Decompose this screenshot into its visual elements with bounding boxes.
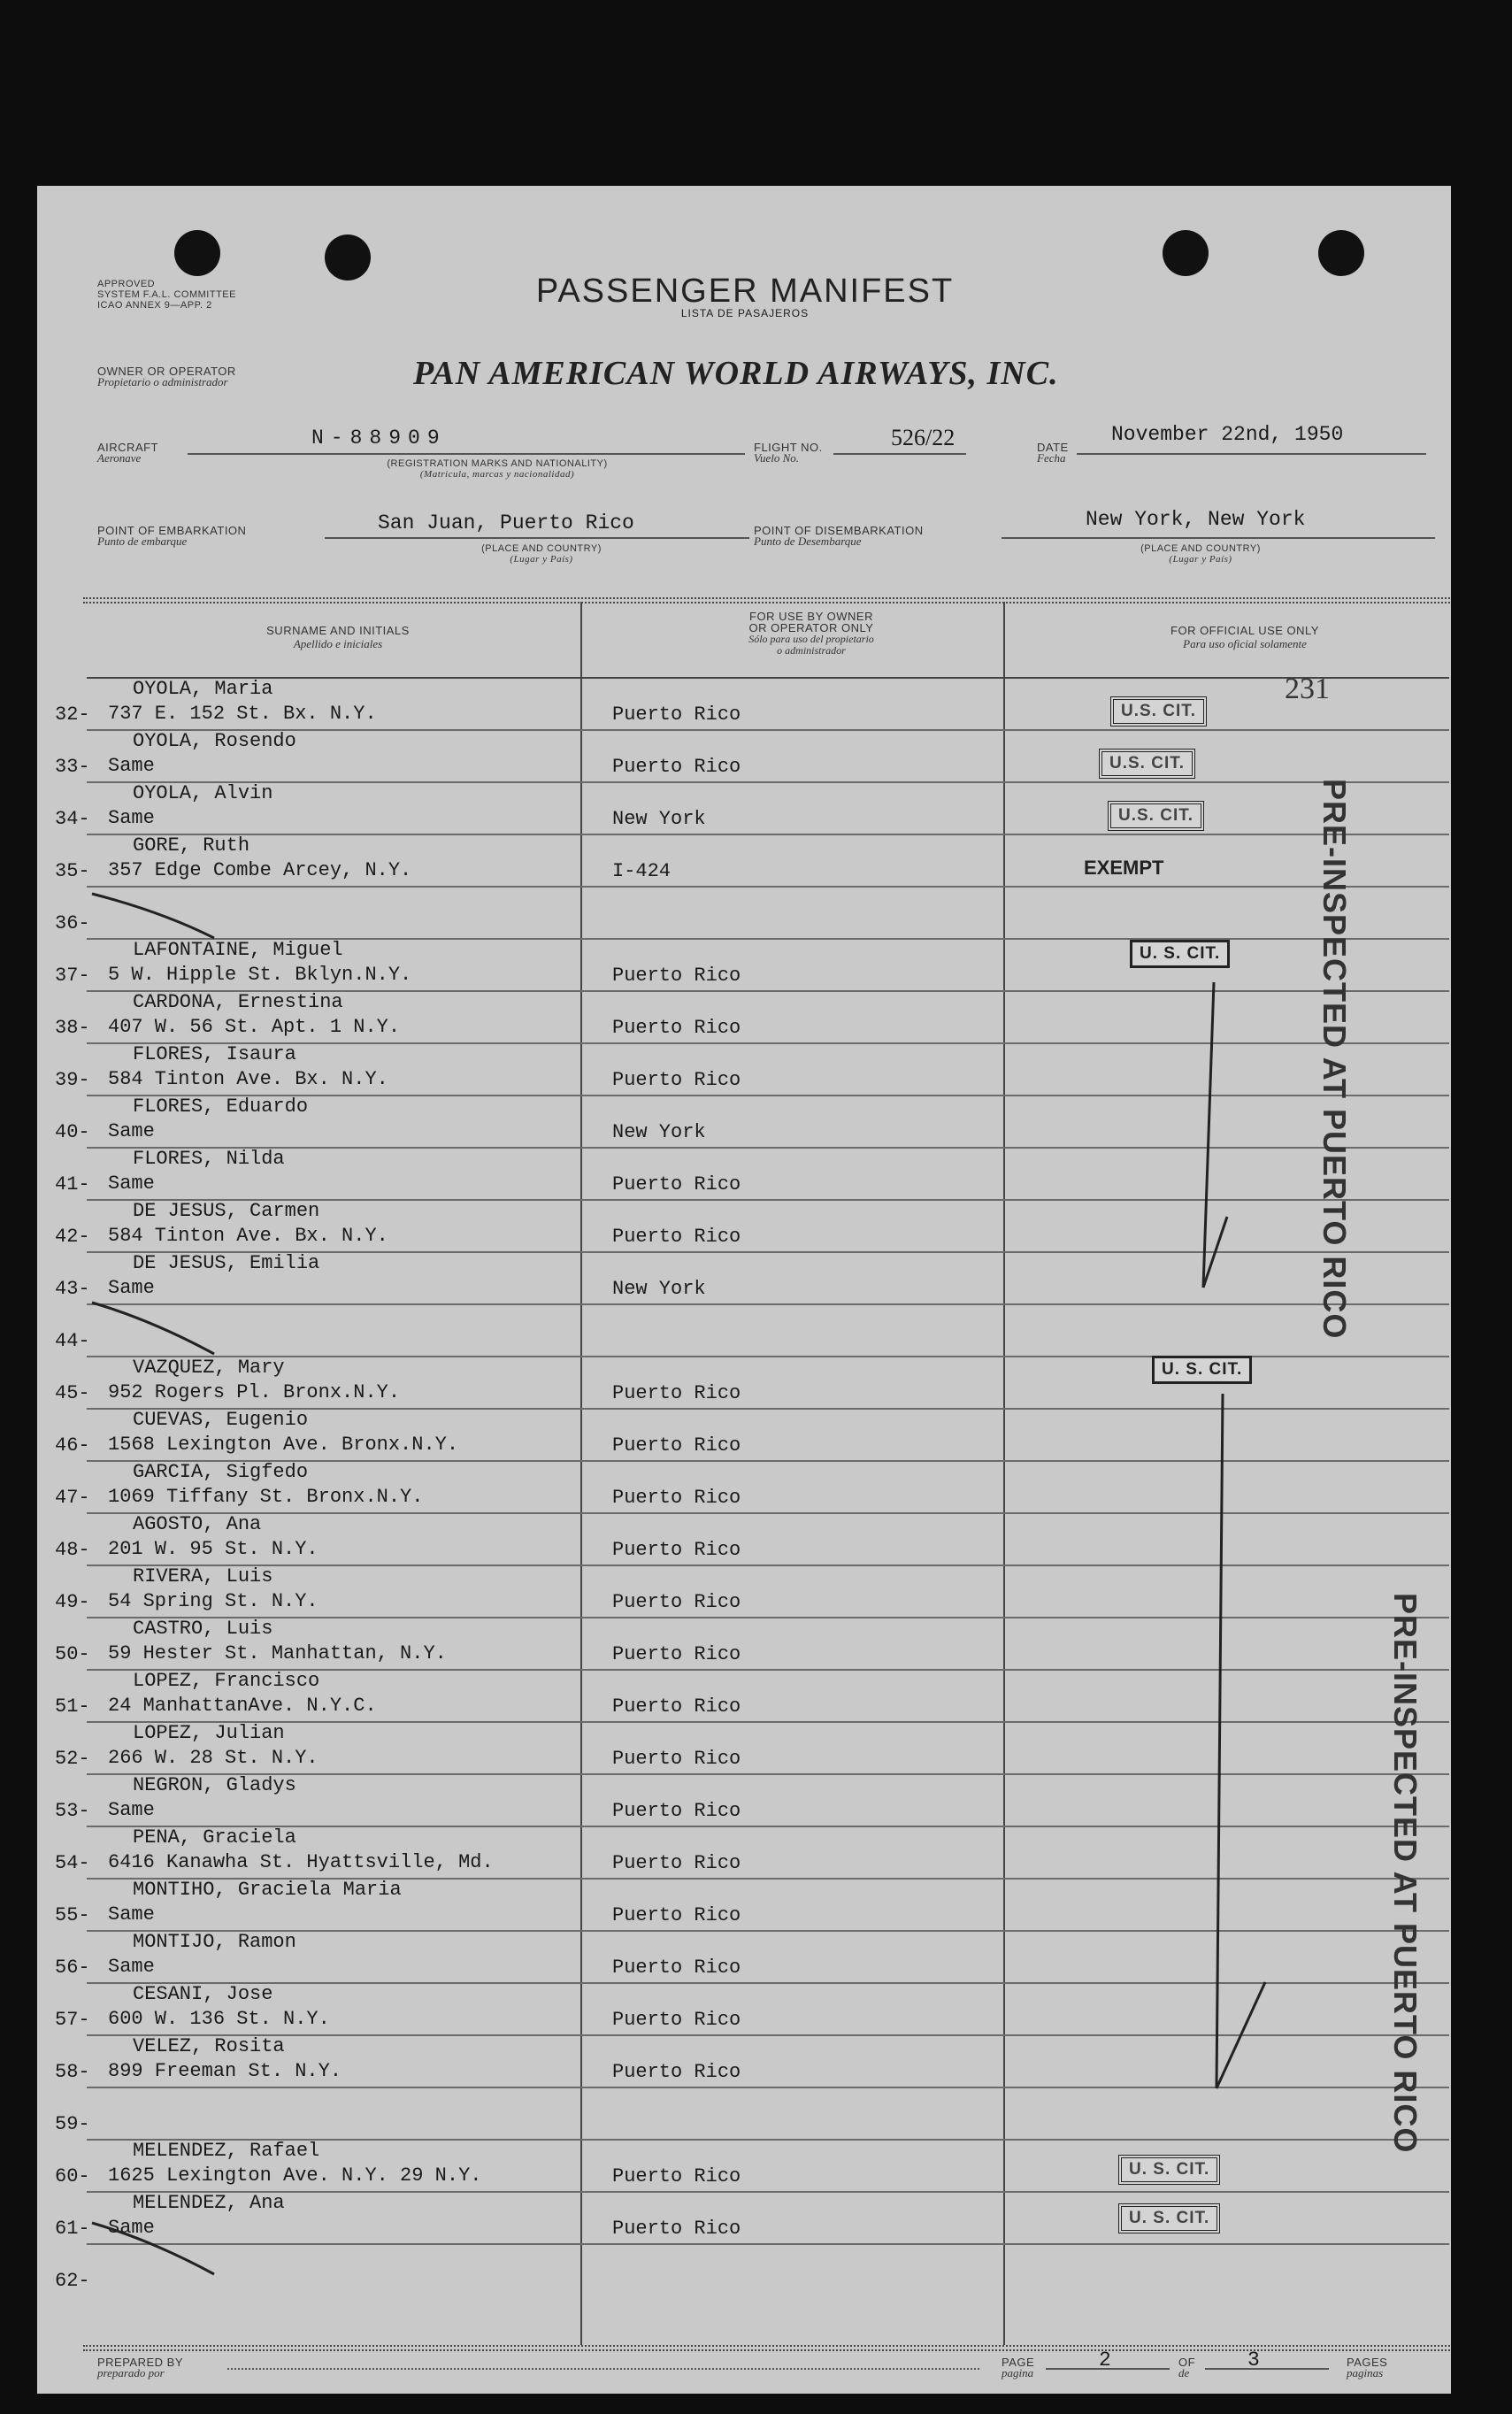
row-number: 46-	[55, 1434, 90, 1457]
check-mark	[1217, 1982, 1265, 2088]
date-value: November 22nd, 1950	[1111, 423, 1344, 446]
ditto-line	[1203, 982, 1214, 1288]
destination: Puerto Rico	[612, 1226, 741, 1248]
passenger-name: VELEZ, Rosita	[133, 2035, 285, 2057]
destination: Puerto Rico	[612, 1852, 741, 1874]
passenger-name: GORE, Ruth	[133, 834, 250, 857]
aircraft-label: AIRCRAFT	[97, 441, 158, 454]
page-label: PAGE	[1002, 2356, 1035, 2369]
owner-value: PAN AMERICAN WORLD AIRWAYS, INC.	[413, 355, 1059, 392]
passenger-name: CUEVAS, Eugenio	[133, 1409, 309, 1431]
column-header-name-en: SURNAME AND INITIALS	[266, 624, 410, 637]
disembark-label-es: Punto de Desembarque	[754, 534, 862, 548]
us-cit-stamp: U.S. CIT.	[1110, 696, 1207, 727]
pages-label-block	[1347, 2356, 1387, 2380]
side-stamp-preinspected: PRE-INSPECTED AT PUERTO RICO	[1387, 1593, 1424, 2154]
exempt-stamp: EXEMPT	[1084, 857, 1164, 879]
passenger-address: Same	[108, 2217, 155, 2239]
destination: New York	[612, 1278, 706, 1300]
passenger-name: AGOSTO, Ana	[133, 1513, 262, 1535]
passenger-name: DE JESUS, Emilia	[133, 1252, 320, 1274]
destination: Puerto Rico	[612, 1591, 741, 1613]
row-number: 41-	[55, 1173, 90, 1195]
prepared-label: PREPARED BY	[97, 2356, 184, 2369]
column-header-operator-line: OR OPERATOR ONLY	[748, 621, 874, 634]
row-number: 34-	[55, 808, 90, 830]
passenger-name: CASTRO, Luis	[133, 1618, 273, 1640]
handwritten-page-number: 231	[1285, 673, 1330, 705]
approved-line: SYSTEM F.A.L. COMMITTEE	[97, 289, 236, 300]
of-label-block	[1178, 2356, 1195, 2380]
passenger-name: LOPEZ, Francisco	[133, 1670, 320, 1692]
passenger-name: DE JESUS, Carmen	[133, 1200, 320, 1222]
page-subtitle: LISTA DE PASAJEROS	[680, 307, 810, 319]
row-number: 37-	[55, 965, 90, 987]
column-header-operator-line: FOR USE BY OWNER	[749, 610, 873, 623]
column-header-official-en: FOR OFFICIAL USE ONLY	[1170, 624, 1319, 637]
disembark-value: New York, New York	[1086, 508, 1306, 531]
us-cit-stamp: U. S. CIT.	[1118, 2155, 1220, 2185]
passenger-name: RIVERA, Luis	[133, 1565, 273, 1588]
passenger-address: Same	[108, 1956, 155, 1978]
aircraft-label-es: Aeronave	[97, 451, 142, 465]
side-stamp-preinspected: PRE-INSPECTED AT PUERTO RICO	[1316, 779, 1353, 1340]
destination: Puerto Rico	[612, 2009, 741, 2031]
destination: Puerto Rico	[612, 1695, 741, 1718]
row-number: 49-	[55, 1591, 90, 1613]
passenger-name: FLORES, Eduardo	[133, 1096, 309, 1118]
passenger-address: Same	[108, 1799, 155, 1821]
row-number: 56-	[55, 1957, 90, 1979]
row-number: 52-	[55, 1748, 90, 1770]
passenger-address: 6416 Kanawha St. Hyattsville, Md.	[108, 1851, 494, 1873]
column-header-operator-es: o administrador	[777, 644, 846, 657]
destination: Puerto Rico	[612, 2165, 741, 2187]
page-title: PASSENGER MANIFEST	[535, 273, 955, 310]
strike-slash	[92, 894, 214, 938]
passenger-name: FLORES, Nilda	[133, 1148, 285, 1170]
us-cit-stamp: U. S. CIT.	[1152, 1356, 1252, 1384]
place-note-en: (PLACE AND COUNTRY)	[1140, 543, 1261, 554]
embark-label-es: Punto de embarque	[97, 534, 188, 548]
us-cit-stamp: U.S. CIT.	[1108, 801, 1204, 831]
destination: Puerto Rico	[612, 1800, 741, 1822]
column-header-name-es: Apellido e iniciales	[293, 637, 383, 650]
page-value: 2	[1099, 2349, 1111, 2372]
row-number: 61-	[55, 2218, 90, 2240]
registration-note-en: (REGISTRATION MARKS AND NATIONALITY)	[387, 458, 608, 469]
total-pages-value: 3	[1247, 2349, 1260, 2372]
row-number: 58-	[55, 2061, 90, 2083]
passenger-name: OYOLA, Alvin	[133, 782, 273, 804]
passenger-name: MONTIJO, Ramon	[133, 1931, 296, 1953]
destination: Puerto Rico	[612, 965, 741, 987]
destination: New York	[612, 808, 706, 830]
owner-label-es: Propietario o administrador	[97, 375, 228, 388]
of-label: OF	[1178, 2356, 1196, 2369]
embark-label: POINT OF EMBARKATION	[97, 524, 247, 537]
passenger-name: NEGRON, Gladys	[133, 1774, 296, 1796]
passenger-address: Same	[108, 807, 155, 829]
passenger-name: MONTIHO, Graciela Maria	[133, 1879, 402, 1901]
manifest-sheet	[37, 186, 1451, 2394]
destination: Puerto Rico	[612, 1904, 741, 1926]
ditto-line	[1217, 1394, 1223, 2088]
passenger-address: 584 Tinton Ave. Bx. N.Y.	[108, 1225, 388, 1247]
destination: Puerto Rico	[612, 1643, 741, 1665]
row-number: 35-	[55, 860, 90, 882]
destination: Puerto Rico	[612, 1957, 741, 1979]
row-number: 33-	[55, 756, 90, 778]
us-cit-stamp: U. S. CIT.	[1118, 2203, 1220, 2233]
row-number: 48-	[55, 1539, 90, 1561]
flight-value: 526/22	[891, 425, 956, 450]
passenger-address: 59 Hester St. Manhattan, N.Y.	[108, 1642, 447, 1664]
destination: Puerto Rico	[612, 1434, 741, 1457]
passenger-address: 407 W. 56 St. Apt. 1 N.Y.	[108, 1016, 401, 1038]
passenger-address: 899 Freeman St. N.Y.	[108, 2060, 342, 2082]
embark-value: San Juan, Puerto Rico	[378, 511, 634, 534]
passenger-name: PENA, Graciela	[133, 1826, 296, 1849]
column-header-official-es: Para uso oficial solamente	[1183, 637, 1307, 650]
prepared-label-es: preparado por	[97, 2366, 165, 2379]
passenger-name: FLORES, Isaura	[133, 1043, 296, 1065]
row-number: 42-	[55, 1226, 90, 1248]
check-mark	[1203, 1217, 1227, 1288]
passenger-name: CESANI, Jose	[133, 1983, 273, 2005]
pages-label-es: paginas	[1347, 2366, 1384, 2379]
pages-label: PAGES	[1347, 2356, 1388, 2369]
destination: Puerto Rico	[612, 1539, 741, 1561]
date-label-es: Fecha	[1037, 451, 1066, 465]
destination: Puerto Rico	[612, 1382, 741, 1404]
column-header-operator-es: Sólo para uso del propietario	[748, 633, 874, 645]
destination: Puerto Rico	[612, 2218, 741, 2240]
handwritten-marks	[37, 186, 1451, 2394]
destination: I-424	[612, 860, 672, 882]
passenger-address: 357 Edge Combe Arcey, N.Y.	[108, 859, 412, 881]
passenger-address: Same	[108, 1903, 155, 1926]
row-number: 39-	[55, 1069, 90, 1091]
flight-label: FLIGHT NO.	[754, 441, 823, 454]
passenger-address: Same	[108, 755, 155, 777]
passenger-name: OYOLA, Rosendo	[133, 730, 296, 752]
row-number: 59-	[55, 2113, 90, 2135]
row-number: 43-	[55, 1278, 90, 1300]
place-note-es: (Lugar y País)	[1169, 554, 1232, 565]
passenger-name: GARCIA, Sigfedo	[133, 1461, 309, 1483]
row-number: 45-	[55, 1382, 90, 1404]
passenger-address: 1625 Lexington Ave. N.Y. 29 N.Y.	[108, 2164, 482, 2187]
destination: Puerto Rico	[612, 703, 741, 726]
us-cit-stamp: U. S. CIT.	[1130, 940, 1230, 968]
aircraft-value: N-88909	[311, 427, 447, 450]
row-number: 54-	[55, 1852, 90, 1874]
passenger-name: OYOLA, Maria	[133, 678, 273, 700]
passenger-address: Same	[108, 1172, 155, 1195]
destination: Puerto Rico	[612, 2061, 741, 2083]
row-number: 44-	[55, 1330, 90, 1352]
registration-note-es: (Matricula, marcas y nacionalidad)	[419, 469, 575, 480]
destination: Puerto Rico	[612, 1069, 741, 1091]
passenger-name: VAZQUEZ, Mary	[133, 1357, 285, 1379]
row-number: 40-	[55, 1121, 90, 1143]
row-number: 38-	[55, 1017, 90, 1039]
flight-label-es: Vuelo No.	[754, 451, 800, 465]
row-number: 62-	[55, 2270, 90, 2292]
passenger-address: 952 Rogers Pl. Bronx.N.Y.	[108, 1381, 401, 1403]
row-number: 32-	[55, 703, 90, 726]
approved-line: APPROVED	[97, 279, 156, 289]
passenger-address: Same	[108, 1120, 155, 1142]
passenger-name: CARDONA, Ernestina	[133, 991, 343, 1013]
row-number: 57-	[55, 2009, 90, 2031]
passenger-address: 5 W. Hipple St. Bklyn.N.Y.	[108, 964, 412, 986]
row-number: 36-	[55, 912, 90, 934]
passenger-address: 584 Tinton Ave. Bx. N.Y.	[108, 1068, 388, 1090]
passenger-name: MELENDEZ, Rafael	[133, 2140, 320, 2162]
strike-slash	[92, 1303, 214, 1354]
row-number: 51-	[55, 1695, 90, 1718]
passenger-name: LAFONTAINE, Miguel	[133, 939, 343, 961]
row-number: 60-	[55, 2165, 90, 2187]
passenger-name: LOPEZ, Julian	[133, 1722, 285, 1744]
destination: Puerto Rico	[612, 1487, 741, 1509]
row-number: 47-	[55, 1487, 90, 1509]
passenger-address: 54 Spring St. N.Y.	[108, 1590, 319, 1612]
destination: Puerto Rico	[612, 1173, 741, 1195]
destination: New York	[612, 1121, 706, 1143]
approved-line: ICAO ANNEX 9—APP. 2	[97, 300, 212, 311]
passenger-address: 1568 Lexington Ave. Bronx.N.Y.	[108, 1434, 459, 1456]
passenger-address: 600 W. 136 St. N.Y.	[108, 2008, 330, 2030]
us-cit-stamp: U.S. CIT.	[1099, 749, 1195, 779]
destination: Puerto Rico	[612, 1017, 741, 1039]
row-number: 53-	[55, 1800, 90, 1822]
disembark-label: POINT OF DISEMBARKATION	[754, 524, 924, 537]
page-label-es: pagina	[1002, 2366, 1034, 2379]
page-label-block	[1002, 2356, 1034, 2380]
destination: Puerto Rico	[612, 1748, 741, 1770]
date-label: DATE	[1037, 441, 1069, 454]
destination: Puerto Rico	[612, 756, 741, 778]
passenger-name: MELENDEZ, Ana	[133, 2192, 285, 2214]
passenger-address: Same	[108, 1277, 155, 1299]
owner-label: OWNER OR OPERATOR	[97, 365, 236, 378]
prepared-by-block	[97, 2356, 183, 2380]
row-number: 55-	[55, 1904, 90, 1926]
strike-slash	[92, 2223, 214, 2274]
of-label-es: de	[1178, 2366, 1190, 2379]
passenger-address: 266 W. 28 St. N.Y.	[108, 1747, 319, 1769]
place-note-en: (PLACE AND COUNTRY)	[481, 543, 602, 554]
place-note-es: (Lugar y País)	[510, 554, 573, 565]
passenger-address: 1069 Tiffany St. Bronx.N.Y.	[108, 1486, 424, 1508]
passenger-address: 737 E. 152 St. Bx. N.Y.	[108, 703, 377, 725]
row-number: 50-	[55, 1643, 90, 1665]
passenger-address: 24 ManhattanAve. N.Y.C.	[108, 1695, 377, 1717]
passenger-address: 201 W. 95 St. N.Y.	[108, 1538, 319, 1560]
